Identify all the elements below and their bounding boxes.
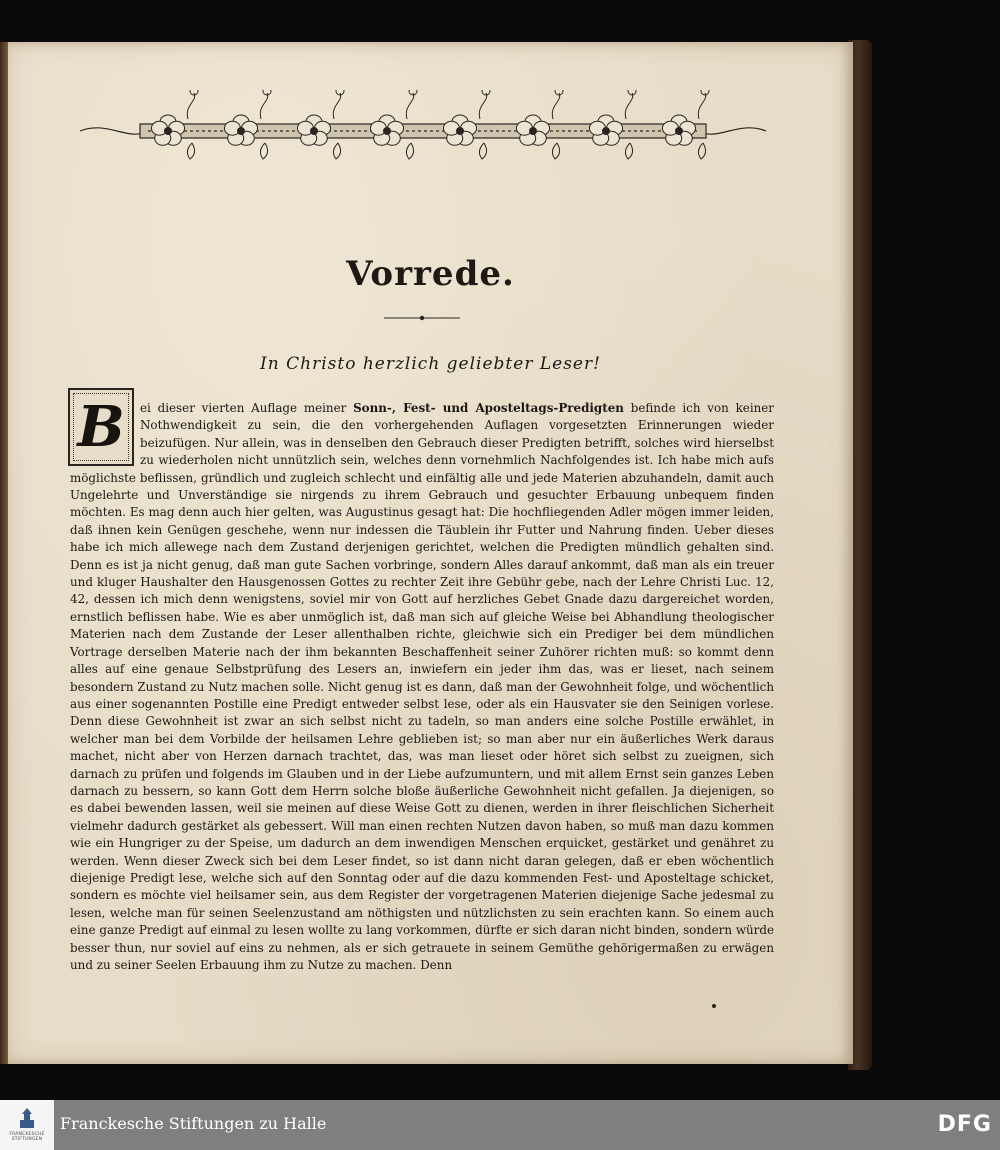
ornament-leaf bbox=[406, 143, 413, 159]
building-icon bbox=[19, 1108, 35, 1130]
ornament-bud bbox=[187, 93, 194, 119]
signature-mark bbox=[712, 1004, 716, 1008]
logo-caption bbox=[9, 1132, 44, 1142]
ornament-flower bbox=[589, 115, 622, 145]
institution-logo[interactable] bbox=[0, 1100, 54, 1150]
ornament-bud bbox=[479, 93, 486, 119]
ornament-bud bbox=[552, 93, 559, 119]
sermon-title: Sonn-, Fest- und Aposteltags-Predigten bbox=[353, 401, 624, 415]
ornament-leaf bbox=[552, 143, 559, 159]
page-title: Vorrede. bbox=[346, 254, 515, 294]
decorated-initial bbox=[68, 388, 134, 466]
logo-caption-line-1: FRANCKESCHE bbox=[9, 1132, 45, 1137]
ornament-bud bbox=[698, 93, 705, 119]
paragraph-lead: ei dieser vierten Auflage meiner bbox=[140, 401, 354, 415]
ornament-bud bbox=[333, 93, 340, 119]
ornament-flower bbox=[443, 115, 476, 145]
ornament-leaf bbox=[260, 143, 267, 159]
ornament-leaf bbox=[187, 143, 194, 159]
ornament-flower bbox=[370, 115, 403, 145]
viewer-footer bbox=[0, 1100, 1000, 1150]
ornament-flower bbox=[297, 115, 330, 145]
book-spine-edge bbox=[0, 42, 8, 1064]
preface-paragraph bbox=[70, 394, 774, 974]
floral-ornament-border bbox=[68, 90, 778, 172]
logo-caption-line-2: STIFTUNGEN bbox=[11, 1137, 43, 1142]
dfg-logo[interactable]: DFG bbox=[937, 1112, 992, 1137]
ornament-bud bbox=[625, 93, 632, 119]
ornament-flower bbox=[224, 115, 257, 145]
ornament-flower bbox=[662, 115, 695, 145]
ornament-leaf bbox=[698, 143, 705, 159]
initial-frame bbox=[73, 393, 129, 461]
book-page bbox=[8, 42, 853, 1064]
institution-name-link[interactable]: Franckesche Stiftungen zu Halle bbox=[60, 1114, 327, 1133]
initial-letter: B bbox=[77, 394, 125, 460]
ornament-bud bbox=[260, 93, 267, 119]
salutation: In Christo herzlich geliebter Leser! bbox=[260, 354, 601, 374]
ornament-leaf bbox=[333, 143, 340, 159]
ornament-leaf bbox=[625, 143, 632, 159]
ornament-flower bbox=[516, 115, 549, 145]
title-divider bbox=[384, 314, 460, 322]
ornament-leaf bbox=[479, 143, 486, 159]
paragraph-body: befinde ich von keiner Nothwendigkeit zu sein, die den vorhergehenden Auflagen vorgesetzten Erinnerungen wieder beizufügen. Nur allein, was in denselben den Gebrauch dieser Predigten betrifft, solches wird hierselbst zu wiederholen nicht unnützlich sein, welches denn vornehmlich Nachfolgendes ist. Ich habe mich aufs möglichste beflissen, gründlich und zugleich schlecht und einfältig alle und jede Materien abzuhandeln, damit auch Ungelehrte und Unverständige sie nirgends zu ihrem Gebrauch und gesuchter Erbauung unbequem finden möchten. Es mag denn auch hier gelten, was Augustinus gesagt hat: Die hochfliegenden Adler mögen immer leiden, daß ihnen kein Genügen geschehe, wenn nur indessen die Täublein ihr Futter und Nahrung finden. Ueber dieses habe ich mich allewege nach dem Zustand derjenigen gerichtet, welchen die Predigten mündlich gehalten sind. Denn es ist ja nicht genug, daß man gute Sachen vorbringe, sondern Alles darauf ankommt, daß man als ein treuer und kluger Haushalter den Hausgenossen Gottes zu rechter Zeit ihre Gebühr gebe, nach der Lehre Christi Luc. 12, 42, dessen ich mich denn wenigstens, soviel mir von Gott auf herzliches Gebet Gnade dazu dargereichet worden, ernstlich beflissen habe. Wie es aber unmöglich ist, daß man sich auf gleiche Weise bei Abhandlung theologischer Materien nach dem Zustande der Leser allenthalben richte, gleichwie sich ein Prediger bei dem mündlichen Vortrage derselben Materie nach der ihm bekannten Beschaffenheit seiner Zuhörer richten muß: so kommt denn alles auf eine genaue Selbstprüfung des Lesers an, inwiefern ein jeder ihm das, was er lieset, nach seinem besondern Zustand zu Nutz machen solle. Nicht genug ist es dann, daß man der Gewohnheit folge, und wöchentlich aus einer sogenannten Postille eine Predigt entweder selbst lese, oder als ein Hausvater sie den Seinigen vorlese. Denn diese Gewohnheit ist zwar an sich selbst nicht zu tadeln, so man anders eine solche Postille erwählet, in welcher man bei dem Vorbilde der heilsamen Lehre geblieben ist; so man aber nur ein äußerliches Werk daraus machet, nicht aber von Herzen darnach trachtet, das, was man lieset oder höret sich selbst zu zueignen, sich darnach zu prüfen und folgends im Glauben und in der Liebe aufzumuntern, und mit allem Ernst sein ganzes Leben darnach zu bessern, so kann Gott dem Herrn solche bloße äußerliche Gewohnheit nicht gefallen. Ja diejenigen, so es dabei bewenden lassen, weil sie meinen auf diese Weise Gott zu dienen, werden in ihrer fleischlichen Sicherheit vielmehr dadurch gestärket als gebessert. Will man einen rechten Nutzen davon haben, so muß man dazu kommen wie ein Hungriger zu der Speise, um dadurch an dem inwendigen Menschen erquicket, gestärket und genähret zu werden. Wenn dieser Zweck sich bei dem Leser findet, so ist dann nicht daran gelegen, daß er eben wöchentlich diejenige Predigt lese, welche sich auf den Sonntag oder auf die dazu kommenden Fest- und Aposteltage schicket, sondern es möchte viel heilsamer sein, aus dem Register der vorgetragenen Materien diejenige Sache jedesmal zu lesen, welche man für seinen Seelenzustand am nöthigsten und nützlichsten zu sein erachten kann. So einem auch eine ganze Predigt auf einmal zu lesen wollte zu lang vorkommen, dürfte er sich daran nicht binden, sondern würde besser thun, nur soviel auf eins zu nehmen, als er sich getrauete in seinem Gemüthe gehörigermaßen zu erwägen und zu seiner Seelen Erbauung ihm zu Nutze zu machen. Denn bbox=[70, 401, 774, 972]
ornament-bud bbox=[406, 93, 413, 119]
ornament-flower bbox=[151, 115, 184, 145]
